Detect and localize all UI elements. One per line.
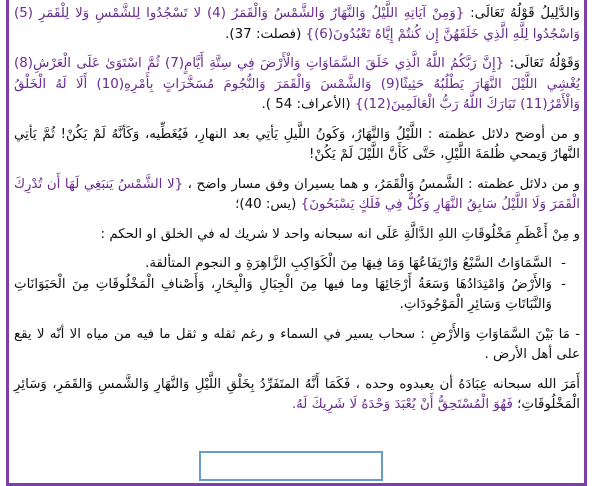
verse-1-ref: (فصلت: 37). [225,26,306,42]
worship-text: أَمَرَ الله سبحانه عِبَادَهُ أن يعبدوه وحده ، فَكَمَا أَنَّهُ المتَفَرِّدُ بِخَلْقِ اللَّيْلِ وَالنَّهَارِ وَالشَّمسِ وَالقَمَرِ، وَسَائِرِ الْمَخْلُوقَاتِ؛ [14,376,580,412]
verse-1-quran: {وَمِنْ آيَاتِهِ اللَّيْلُ وَالنَّهَارُ وَالشَّمْسُ وَالْقَمَرُ (4) لا تَسْجُدُوا لِلشَّمْسِ وَلا لِلْقَمَرِ (5) وَاسْجُدُوا لِلَّهِ الَّذِي خَلَقَهُنَّ إِن كُنتُمْ إِيَّاهُ تَعْبُدُونَ(6)} [14,6,580,42]
sun-moon-ref: (يس: 40)؛ [235,197,301,212]
verse-2-quran: {إِنَّ رَبَّكُمُ اللَّهُ الَّذِي خَلَقَ السَّمَاوَاتِ وَالْأَرْضَ فِي سِتَّةِ أَيَّامٍ(7) ثُمَّ اسْتَوَىٰ عَلَى الْعَرْشِ(8) يُغْشِي اللَّيْلَ النَّهَارَ يَطْلُبُهُ حَثِيثًا(9) وَالشَّمْسَ وَالْقَمَرَ وَالنُّجُومَ مُسَخَّرَاتٍ بِأَمْرِهِ(10) أَلَا لَهُ الْخَلْقُ وَالْأَمْرُ(11) تَبَارَكَ اللَّهُ رَبُّ الْعَالَمِينَ(12)} [14,56,580,112]
verse-2-paragraph [14,54,580,116]
document-body [14,4,580,416]
sun-moon-quran: {لا الشَّمْسُ يَنبَغِي لَهَا أَن تُدْرِكَ الْقَمَرَ وَلَا اللَّيْلُ سَابِقُ النَّهَارِ وَكُلٌّ فِي فَلَكٍ يَسْبَحُونَ} [14,176,580,212]
bottom-title-box [199,451,383,481]
worship-emphasis: فَهُوَ الْمُسْتَحِقُّ أَنْ يُعْبَدَ وَحْدَهُ لَا شَرِيكَ لَهُ. [291,397,513,412]
verse-2-ref: (الأعراف: 54 ). [261,97,355,112]
verse-1-intro: وَالدَّلِيلُ قَوْلُهُ تَعَالَى: [464,6,580,21]
verse-1-paragraph [14,4,580,45]
worship-paragraph [14,375,580,416]
bullet-earth [14,275,580,316]
sun-moon-text: و من دلائل عظمته : الشَّمسُ وَالْقَمَرُ، و هما يسيران وفق مسار واضح ، [183,176,580,192]
bullet-heavens [14,254,580,275]
verse-2-intro: وَقَوْلُهُ تَعَالَى: [504,56,581,71]
night-day-paragraph: و من أوضح دلائل عظمته : اللَّيْلُ وَالنَّهَارُ، وَكَونُ اللَّيلِ يَأتِي بعد النهارِ، فَيُغَطِّيه، وَكَأنَّهُ لَمْ يَكُنْ! ثُمَّ يَأتِي النَّهارُ وَيمحي ظُلمَةَ اللَّيْلِ، حَتَّى كَأَنَّ اللَّيْلَ لَمْ يَكُنْ! [14,126,580,162]
bullet-dash: - [561,276,566,292]
bullet-heavens-text: السَّمَاوَاتُ السَّبْعُ وَارْتِفَاعُهَا وَمَا فِيهَا مِنَ الْكَوَاكِبِ الزَّاهِرَةِ و النجوم المتألقة. [145,256,552,271]
bullet-earth-text: وَالأَرْضُ وَامْتِدَادُهَا وَسَعَةُ أَرْجَائِهَا وما فيها مِنَ الْجِبَالِ وَالْبِحَارِ، وَأَصْنافِ الْمَخْلُوقَاتِ مِنَ الْحَيَوَانَاتِ وَالنَّبَاتَاتِ وَسَائِرِ الْمَوْجُودَاتِ. [14,276,552,312]
sun-moon-paragraph [14,175,580,216]
clouds-paragraph: - مَا بَيْنَ السَّمَاوَاتِ وَالأَرْضِ : سحاب يسير في السماء و رغم ثقله و ثقل ما فيه من مياه الا أنّه لا يقع على أهل الأرض . [14,326,580,362]
bullet-dash: - [561,256,566,271]
greatest-creations-heading: و مِنْ أَعْظَمِ مَخْلُوقَاتِ اللهِ الدَّالَّةِ عَلَى انه سبحانه واحد لا شريك له في الخلق او الحكم : [100,226,580,242]
